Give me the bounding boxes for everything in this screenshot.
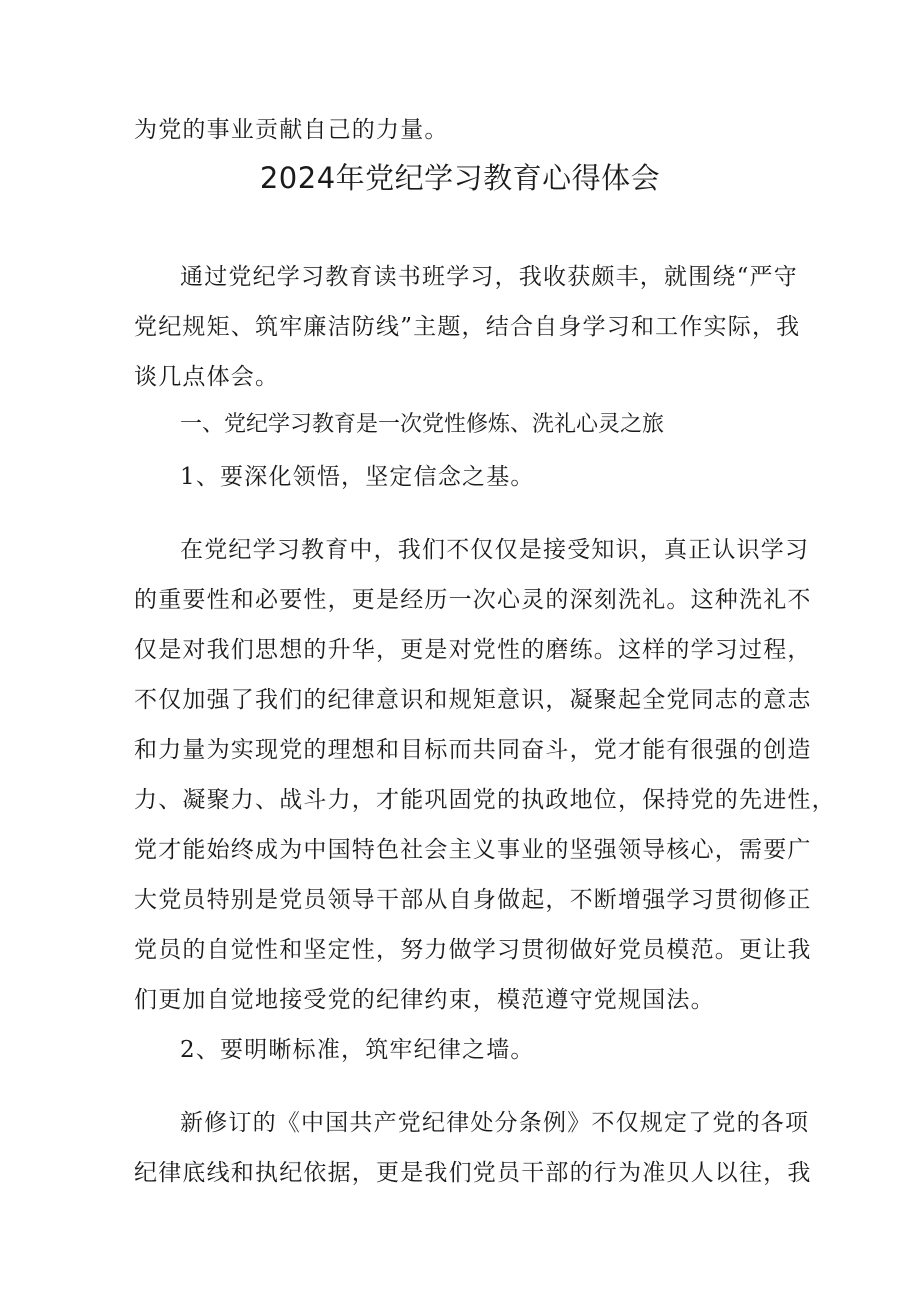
document-title: 2024年党纪学习教育心得体会: [259, 161, 661, 195]
subheading-2: 2、要明晰标准，筑牢纪律之墙。: [180, 1037, 535, 1063]
para3-line-1: 新修订的《中国共产党纪律处分条例》不仅规定了党的各项: [180, 1110, 810, 1136]
intro-tail-text: 为党的事业贡献自己的力量。: [134, 117, 449, 143]
para2-line-8: 大党员特别是党员领导干部从自身做起，不断增强学习贯彻修正: [134, 887, 812, 913]
para2-line-9: 党员的自觉性和坚定性，努力做学习贯彻做好党员模范。更让我: [134, 937, 812, 963]
para1-line-1: 通过党纪学习教育读书班学习，我收获颇丰，就围绕“严守: [180, 264, 798, 290]
para1-line-3: 谈几点体会。: [134, 364, 280, 390]
para2-line-2: 的重要性和必要性，更是经历一次心灵的深刻洗礼。这种洗礼不: [134, 587, 812, 613]
para2-line-6: 力、凝聚力、战斗力，才能巩固党的执政地位，保持党的先进性，: [134, 787, 836, 813]
para2-line-10: 们更加自觉地接受党的纪律约束，模范遵守党规国法。: [134, 987, 715, 1013]
subheading-1: 1、要深化领悟，坚定信念之基。: [180, 464, 535, 490]
para2-line-7: 党才能始终成为中国特色社会主义事业的坚强领导核心，需要广: [134, 837, 812, 863]
para2-line-1: 在党纪学习教育中，我们不仅仅是接受知识，真正认识学习: [180, 537, 810, 563]
para2-line-4: 不仅加强了我们的纪律意识和规矩意识，凝聚起全党同志的意志: [134, 687, 812, 713]
para2-line-3: 仅是对我们思想的升华，更是对党性的磨练。这样的学习过程，: [134, 637, 812, 663]
para3-line-2: 纪律底线和执纪依据，更是我们党员干部的行为准贝人以往，我: [134, 1160, 812, 1186]
para2-line-5: 和力量为实现党的理想和目标而共同奋斗，党才能有很强的创造: [134, 737, 812, 763]
section-heading: 一、党纪学习教育是一次党性修炼、洗礼心灵之旅: [180, 412, 665, 437]
para1-line-2: 党纪规矩、筑牢廉洁防线”主题，结合自身学习和工作实际，我: [134, 314, 801, 340]
